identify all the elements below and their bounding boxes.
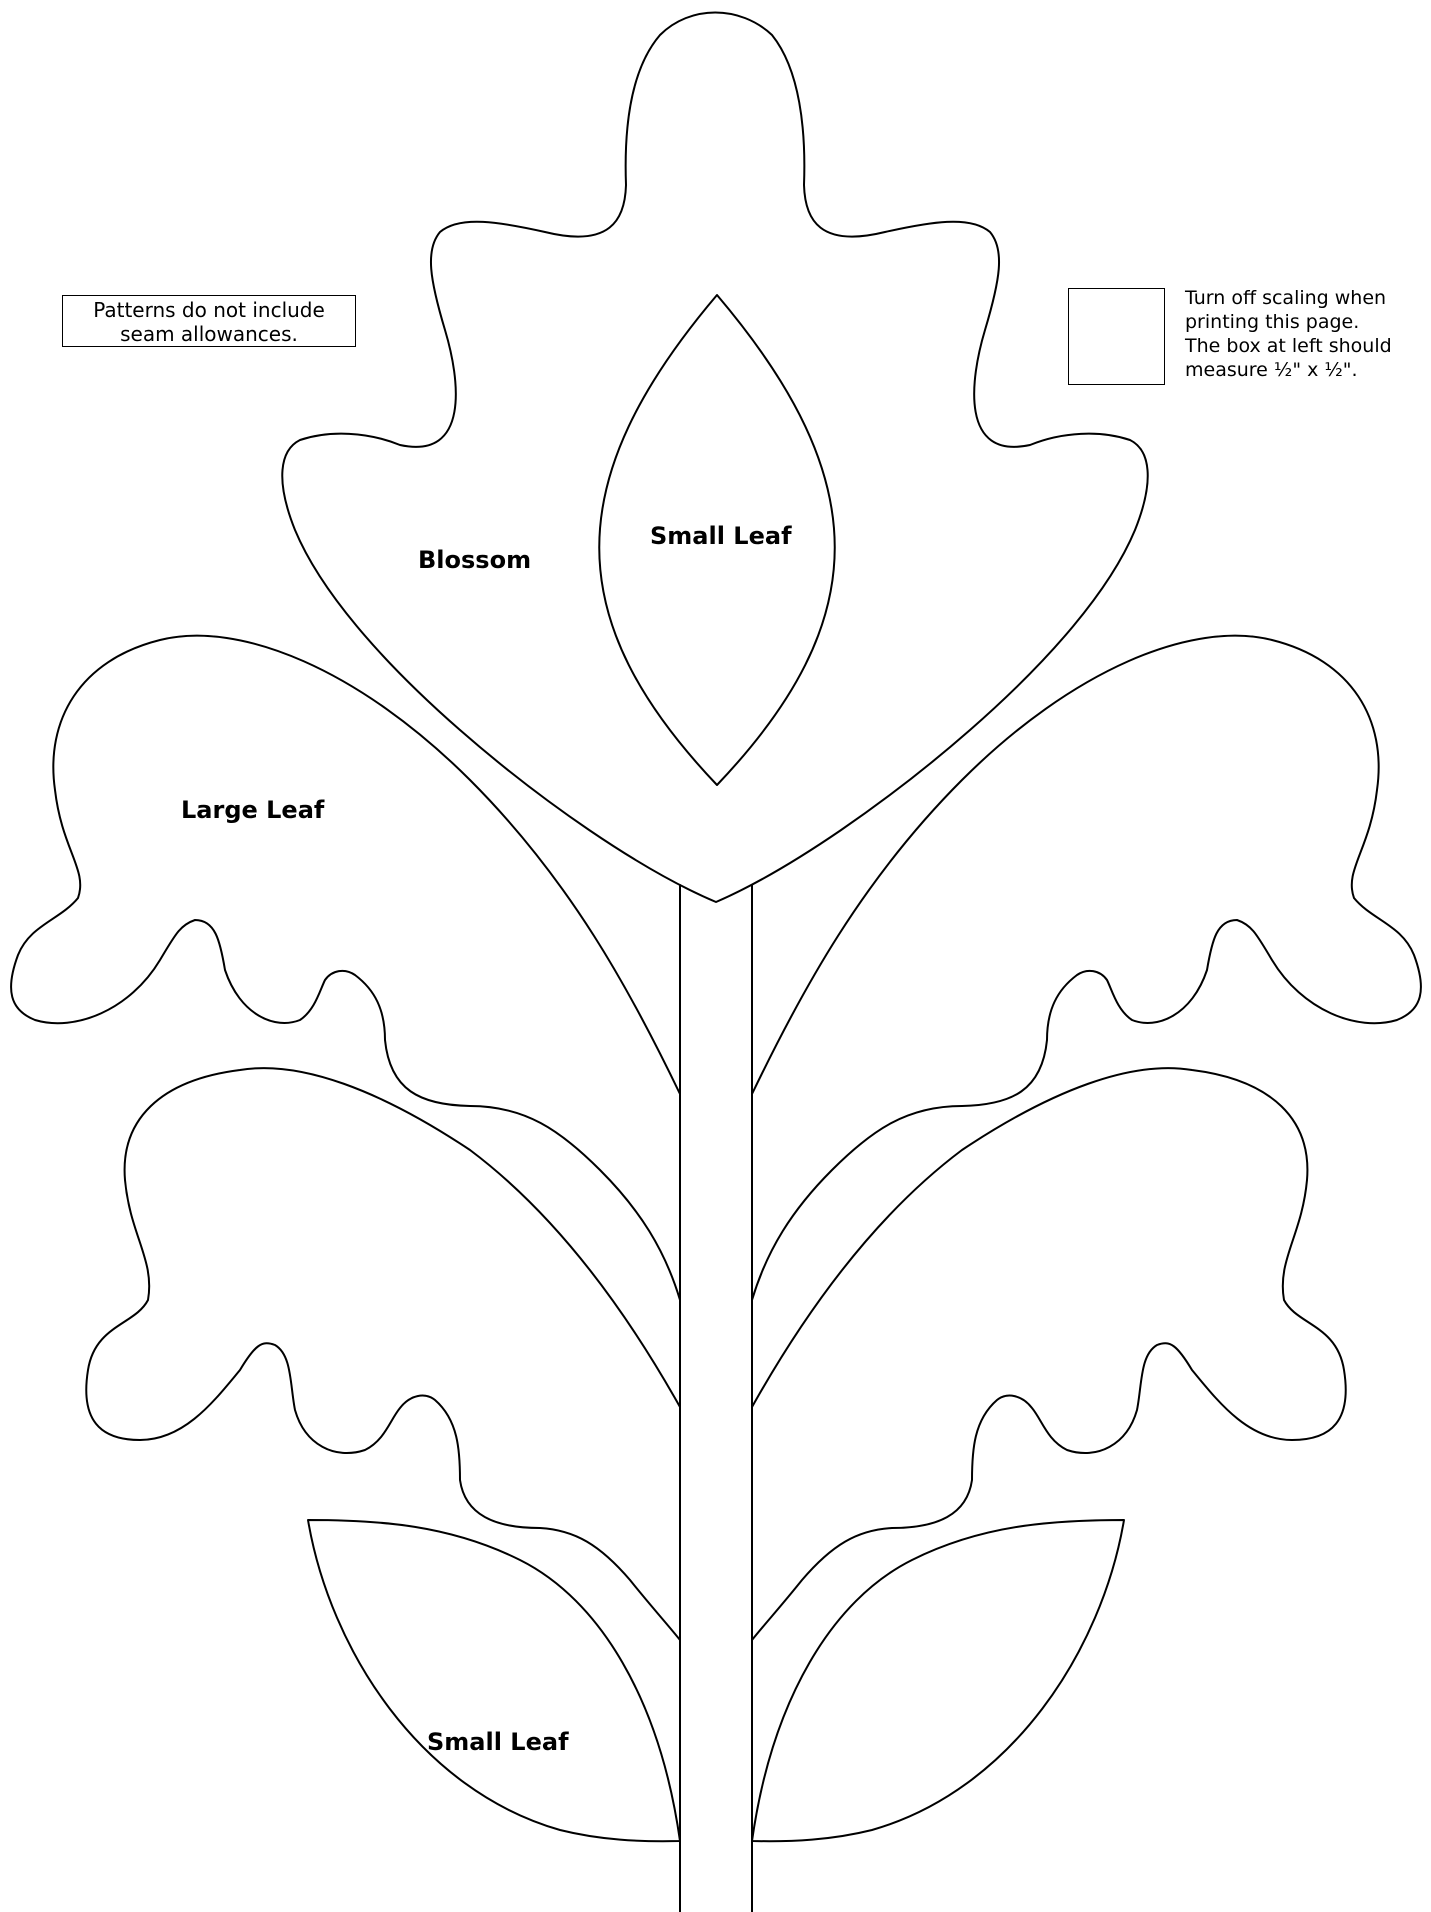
seam-note-line-1: Patterns do not include [93, 298, 325, 322]
small-leaf-top-label: Small Leaf [650, 522, 792, 550]
blossom-label: Blossom [418, 546, 532, 574]
large-leaf-upper-right-shape [752, 636, 1421, 1300]
scaling-line-2: printing this page. [1185, 311, 1360, 333]
large-leaf-lower-left-shape [86, 1068, 680, 1640]
scale-reference-square [1068, 288, 1165, 385]
scaling-line-1: Turn off scaling when [1185, 287, 1387, 309]
seam-note-line-2: seam allowances. [120, 322, 298, 346]
scaling-instructions [1185, 286, 1431, 382]
seam-allowance-note [62, 295, 356, 347]
large-leaf-upper-left-shape [11, 636, 680, 1300]
small-leaf-bottom-label: Small Leaf [427, 1728, 569, 1756]
large-leaf-lower-right-shape [752, 1068, 1346, 1640]
large-leaf-label: Large Leaf [181, 796, 325, 824]
blossom-shape [282, 13, 1147, 903]
scaling-line-3: The box at left should [1185, 335, 1392, 357]
scaling-line-4: measure ½" x ½". [1185, 359, 1358, 381]
stem-shape [680, 885, 752, 1912]
small-leaf-bottom-left-shape [308, 1520, 680, 1841]
small-leaf-bottom-right-shape [752, 1520, 1124, 1841]
